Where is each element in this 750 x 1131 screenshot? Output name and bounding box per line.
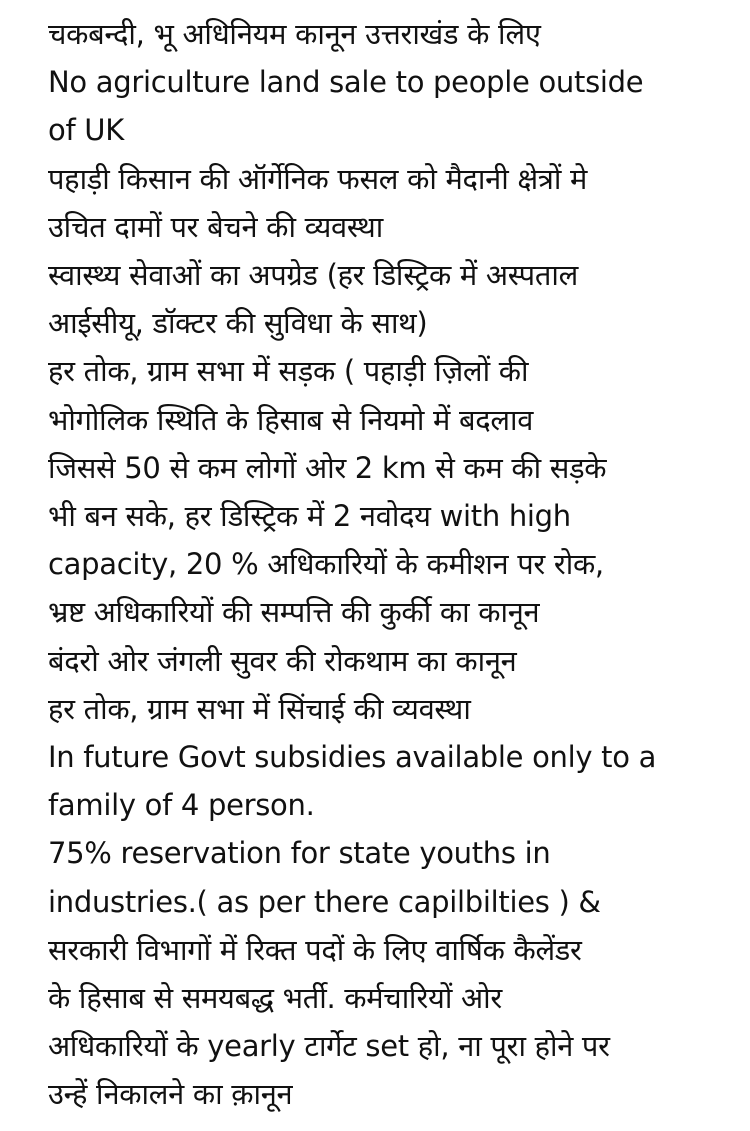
note-line: industries.( as per there capilbilties ) & <box>48 884 601 919</box>
note-line: No agriculture land sale to people outside <box>48 65 644 100</box>
note-line: family of 4 person. <box>48 788 315 823</box>
note-line: of UK <box>48 113 124 148</box>
note-line: सरकारी विभागों में रिक्त पदों के लिए वार्षिक कैलेंडर <box>48 932 582 967</box>
note-line: हर तोक, ग्राम सभा में सिंचाई की व्यवस्था <box>48 691 471 726</box>
note-line: आईसीयू, डॉक्टर की सुविधा के साथ) <box>48 306 428 341</box>
note-line: उन्हें निकालने का क़ानून <box>48 1077 293 1112</box>
note-line: अधिकारियों के yearly टार्गेट set हो, ना पूरा होने पर <box>48 1029 610 1064</box>
note-text-body <box>48 10 738 1119</box>
note-line: In future Govt subsidies available only to a <box>48 740 657 775</box>
note-line: उचित दामों पर बेचने की व्यवस्था <box>48 209 383 244</box>
note-line: 75% reservation for state youths in <box>48 836 551 871</box>
note-line: भ्रष्ट अधिकारियों की सम्पत्ति की कुर्की का कानून <box>48 595 540 630</box>
note-line: हर तोक, ग्राम सभा में सड़क ( पहाड़ी ज़िलों की <box>48 354 529 389</box>
note-line: भोगोलिक स्थिति के हिसाब से नियमो में बदलाव <box>48 402 534 437</box>
note-line: capacity, 20 % अधिकारियों के कमीशन पर रोक, <box>48 547 604 582</box>
note-line: जिससे 50 से कम लोगों ओर 2 km से कम की सड़के <box>48 450 607 485</box>
note-line: स्वास्थ्य सेवाओं का अपग्रेड (हर डिस्ट्रिक में अस्पताल <box>48 258 578 293</box>
note-line: पहाड़ी किसान की ऑर्गेनिक फसल को मैदानी क्षेत्रों मे <box>48 161 588 196</box>
note-line: भी बन सके, हर डिस्ट्रिक में 2 नवोदय with high <box>48 499 571 534</box>
note-line: बंदरो ओर जंगली सुवर की रोकथाम का कानून <box>48 643 517 678</box>
note-line: चकबन्दी, भू अधिनियम कानून उत्तराखंड के लिए <box>48 17 541 51</box>
note-line: के हिसाब से समयबद्ध भर्ती. कर्मचारियों ओर <box>48 981 502 1016</box>
